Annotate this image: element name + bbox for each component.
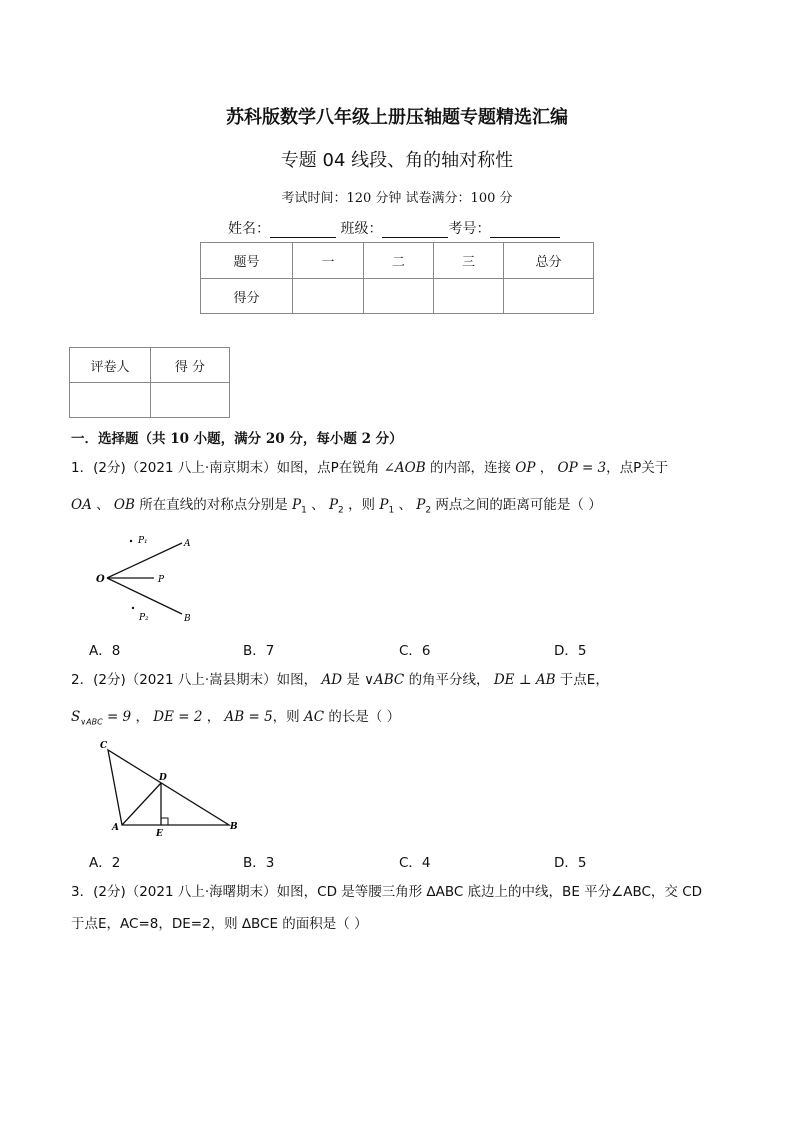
q2-math: DE = 2 — [153, 709, 203, 725]
q1-text: 的内部，连接 — [429, 460, 511, 476]
label-b: B — [184, 614, 191, 624]
score-cell[interactable] — [293, 279, 364, 314]
q2-math: DE ⊥ AB — [493, 672, 556, 688]
score-cell[interactable] — [434, 279, 504, 314]
q2-text: ， — [206, 709, 221, 725]
document-title: 苏科版数学八年级上册压轴题专题精选汇编 — [226, 107, 568, 128]
q2-text: ，则 — [272, 709, 300, 725]
label-p2: P₂ — [139, 613, 149, 623]
q2-option-b[interactable]: B．3 — [243, 855, 275, 871]
q1-text: 、 — [96, 497, 110, 513]
question-2-line-2 — [71, 707, 400, 733]
class-label: 班级： — [340, 221, 383, 237]
q2-math: AC — [303, 709, 325, 725]
figure-triangle-abc — [95, 737, 245, 837]
label-a: A — [112, 823, 119, 833]
q2-option-d[interactable]: D．5 — [554, 855, 587, 871]
label-a: A — [184, 539, 191, 549]
figure-angle-aob — [90, 530, 210, 630]
score-header-cell: 三 — [434, 243, 504, 279]
q2-math: AD — [321, 672, 343, 688]
document-subtitle: 专题 04 线段、角的轴对称性 — [280, 150, 514, 171]
section-heading: 一．选择题（共 10 小题，满分 20 分，每小题 2 分） — [71, 431, 403, 447]
q2-text: 2．(2分)（2021 八上·嵩县期末）如图， — [71, 672, 318, 688]
score-header-cell: 题号 — [201, 243, 293, 279]
q2-text: ， — [135, 709, 149, 725]
score-header-cell: 一 — [293, 243, 364, 279]
score-cell[interactable] — [364, 279, 434, 314]
label-d: D — [159, 773, 167, 783]
q2-option-c[interactable]: C．4 — [399, 855, 431, 871]
q1-option-d[interactable]: D．5 — [554, 643, 587, 659]
q1-math: OB — [113, 497, 135, 513]
q1-text: 、 — [398, 497, 412, 513]
q1-math: P — [379, 497, 389, 513]
q1-option-c[interactable]: C．6 — [399, 643, 431, 659]
q2-text: 于点E， — [559, 672, 609, 688]
q1-math: ∠AOB — [383, 460, 426, 476]
q1-text: ，点P关于 — [606, 460, 669, 476]
label-p: P — [158, 575, 165, 585]
score-table — [200, 242, 594, 314]
id-label: 考号： — [448, 221, 491, 237]
q1-sub: 1 — [301, 505, 307, 516]
q1-text: 、 — [311, 497, 325, 513]
q1-option-b[interactable]: B．7 — [243, 643, 275, 659]
q1-text: ，则 — [348, 497, 376, 513]
q1-math: OP = 3 — [557, 460, 607, 476]
q1-text: ， — [539, 460, 554, 476]
question-1-line-2 — [71, 495, 602, 521]
name-label: 姓名： — [228, 221, 270, 237]
q2-math: = 9 — [106, 709, 132, 725]
q1-math: P — [328, 497, 339, 513]
q1-text: 1．(2分)（2021 八上·南京期末）如图，点P在锐角 — [71, 460, 380, 476]
label-e: E — [156, 829, 163, 837]
q1-sub: 2 — [338, 505, 344, 516]
q2-math: AB = 5 — [224, 709, 273, 725]
score-header-cell: 二 — [364, 243, 434, 279]
exam-info: 考试时间：120 分钟 试卷满分：100 分 — [281, 191, 513, 206]
q2-text: 是 — [346, 672, 360, 688]
q1-math: P — [292, 497, 302, 513]
q2-math: ∨ABC — [364, 672, 405, 688]
label-o: O — [96, 574, 105, 585]
grader-score-cell[interactable] — [151, 383, 230, 418]
q2-text: 的角平分线， — [408, 672, 490, 688]
class-blank[interactable] — [382, 223, 448, 238]
grader-table — [69, 347, 230, 418]
grader-cell[interactable] — [70, 383, 151, 418]
question-1-line-1 — [71, 458, 668, 478]
q1-text: 所在直线的对称点分别是 — [139, 497, 288, 513]
score-cell: 得分 — [201, 279, 293, 314]
label-p1: P₁ — [138, 536, 148, 546]
q2-sub: ∨ABC — [80, 717, 103, 727]
question-2-line-1 — [71, 670, 609, 690]
q1-math: OA — [71, 497, 92, 513]
q1-text: 两点之间的距离可能是（ ） — [435, 497, 602, 513]
grader-label: 评卷人 — [70, 348, 151, 383]
name-blank[interactable] — [270, 223, 336, 238]
id-blank[interactable] — [490, 223, 560, 238]
label-b: B — [230, 822, 238, 832]
q2-math: S — [71, 709, 81, 725]
score-cell[interactable] — [504, 279, 594, 314]
q1-math: OP — [515, 460, 536, 476]
grader-score-label: 得 分 — [151, 348, 230, 383]
q1-option-a[interactable]: A．8 — [89, 643, 121, 659]
q2-text: 的长是（ ） — [328, 709, 401, 725]
q1-math: P — [416, 497, 426, 513]
q2-option-a[interactable]: A．2 — [89, 855, 121, 871]
label-c: C — [100, 741, 108, 751]
question-3-line-1: 3．(2分)（2021 八上·海曙期末）如图，CD 是等腰三角形 ∆ABC 底边上的中线，BE 平分∠ABC，交 CD — [71, 884, 703, 900]
question-3-line-2: 于点E，AC=8，DE=2，则 ∆BCE 的面积是（ ） — [71, 916, 368, 932]
score-header-cell: 总分 — [504, 243, 594, 279]
student-info-line — [228, 218, 560, 238]
q1-sub: 1 — [388, 505, 395, 516]
q1-sub: 2 — [425, 505, 432, 516]
